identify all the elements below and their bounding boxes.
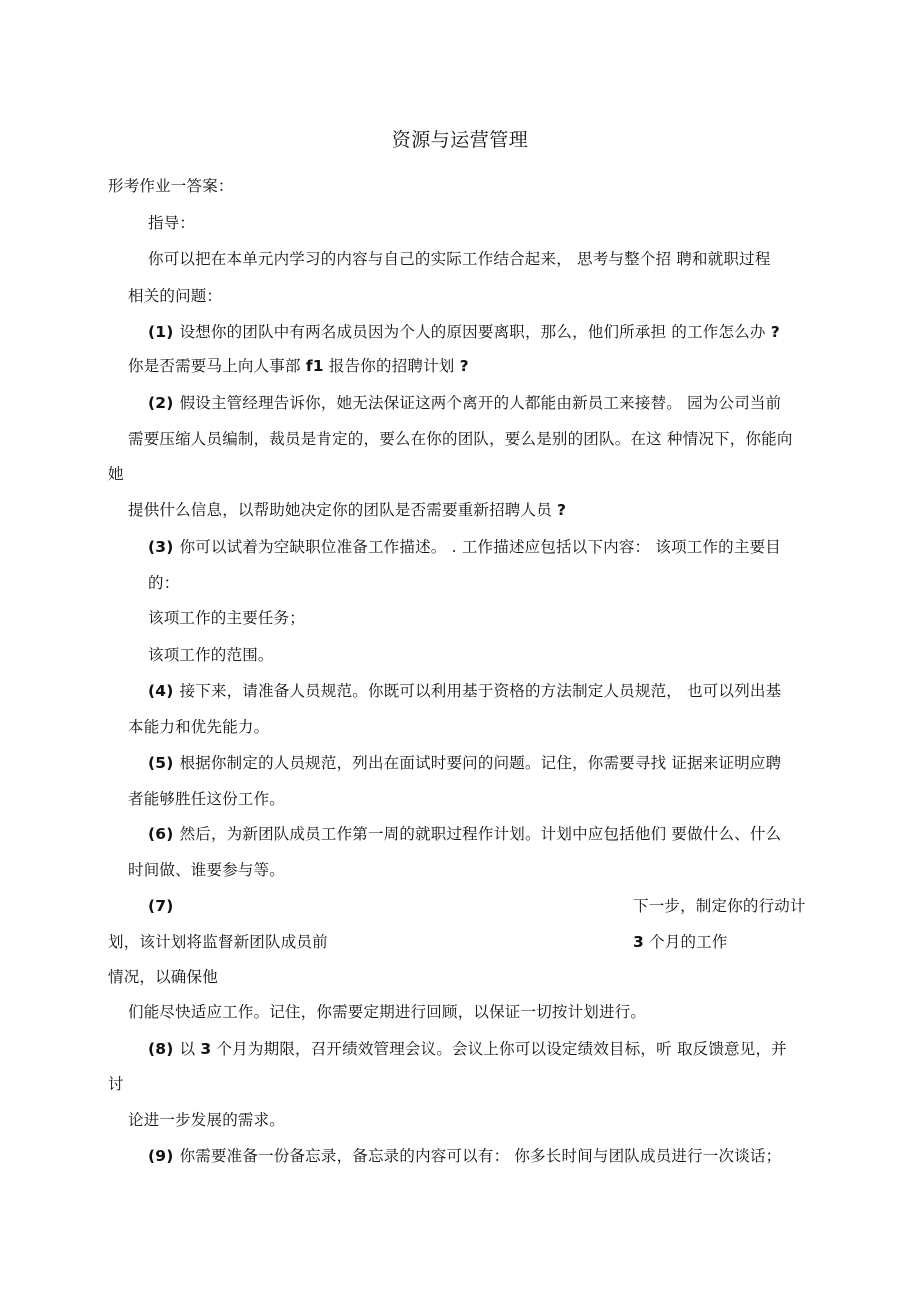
item-1-line-2 (128, 355, 469, 377)
item-6-line-2: 时间做、谁要参与等。 (128, 861, 286, 879)
item-9-line-1 (148, 1145, 781, 1167)
item-3-text: 你可以试着为空缺职位准备工作描述。 . 工作描述应包括以下内容： 该项工作的主要目 (179, 538, 781, 556)
item-1-text: 设想你的团队中有两名成员因为个人的原因要离职，那么，他们所承担 的工作怎么办 (179, 323, 766, 341)
item-3-number: (3) (148, 538, 174, 556)
item-5-line-1 (148, 752, 781, 774)
item-1-line-2-c: 报告你的招聘计划 (323, 357, 455, 375)
intro-line-2: 相关的问题： (128, 287, 223, 305)
item-8-line-1 (148, 1038, 787, 1060)
item-7-number: (7) (148, 897, 174, 915)
guide-label: 指导： (148, 214, 196, 232)
item-7-line-2-number: 3 (633, 933, 644, 951)
item-1-line-2-b: f1 (305, 357, 324, 375)
item-6-text: 然后，为新团队成员工作第一周的就职过程作计划。计划中应包括他们 要做什么、什么 (179, 825, 782, 843)
item-3-line-3: 该项工作的主要任务； (148, 609, 306, 627)
item-7-line-2-left: 划，该计划将监督新团队成员前 (108, 933, 328, 951)
item-7-line-2-right (633, 931, 728, 953)
item-7-line-4: 们能尽快适应工作。记住，你需要定期进行回顾，以保证一切按计划进行。 (128, 1003, 647, 1021)
item-1-line-2-a: 你是否需要马上向人事部 (128, 357, 306, 375)
item-8-line-1-b: 3 (200, 1040, 212, 1058)
item-1-line-1 (148, 321, 780, 343)
item-7-number-line (148, 895, 174, 917)
document-subtitle: 形考作业一答案： (108, 177, 234, 195)
item-8-line-3: 论进一步发展的需求。 (128, 1111, 286, 1129)
item-3-line-4: 该项工作的范围。 (148, 646, 274, 664)
item-2-line-4 (128, 499, 566, 521)
item-5-line-2: 者能够胜任这份工作。 (128, 790, 286, 808)
item-1-number: (1) (148, 323, 174, 341)
item-2-line-4-text: 提供什么信息，以帮助她决定你的团队是否需要重新招聘人员 (128, 501, 552, 519)
item-3-line-2: 的： (148, 574, 180, 592)
item-7-line-1-right: 下一步，制定你的行动计 (633, 897, 806, 915)
item-5-number: (5) (148, 754, 174, 772)
item-2-line-2: 需要压缩人员编制，裁员是肯定的，要么在你的团队，要么是别的团队。在这 种情况下，你能向 (128, 430, 793, 448)
item-4-line-1 (148, 680, 781, 702)
item-9-text: 你需要准备一份备忘录，备忘录的内容可以有： 你多长时间与团队成员进行一次谈话； (179, 1147, 782, 1165)
item-8-line-1-c: 个月为期限，召开绩效管理会议。会议上你可以设定绩效目标，听 取反馈意见，并 (211, 1040, 787, 1058)
item-6-line-1 (148, 823, 781, 845)
item-2-number: (2) (148, 394, 174, 412)
item-4-number: (4) (148, 682, 174, 700)
item-3-line-1 (148, 536, 781, 558)
item-5-text: 根据你制定的人员规范，列出在面试时要问的问题。记住，你需要寻找 证据来证明应聘 (179, 754, 782, 772)
item-1-line-2-mark: ? (459, 357, 469, 375)
document-title: 资源与运营管理 (391, 129, 529, 151)
item-9-number: (9) (148, 1147, 174, 1165)
item-8-number: (8) (148, 1040, 174, 1058)
item-2-line-4-mark: ? (557, 501, 567, 519)
item-4-text: 接下来，请准备人员规范。你既可以利用基于资格的方法制定人员规范， 也可以列出基 (179, 682, 782, 700)
item-8-line-1-a: 以 (179, 1040, 201, 1058)
item-7-line-3: 情况，以确保他 (108, 968, 218, 986)
item-1-mark: ? (770, 323, 780, 341)
item-4-line-2: 本能力和优先能力。 (128, 718, 270, 736)
item-2-line-3: 她 (108, 465, 124, 483)
item-6-number: (6) (148, 825, 174, 843)
item-2-text: 假设主管经理告诉你，她无法保证这两个离开的人都能由新员工来接替。 园为公司当前 (179, 394, 782, 412)
intro-line-1: 你可以把在本单元内学习的内容与自己的实际工作结合起来， 思考与整个招 聘和就职过程 (148, 250, 771, 268)
item-8-line-2: 讨 (108, 1075, 124, 1093)
item-2-line-1 (148, 392, 781, 414)
item-7-line-2-text: 个月的工作 (644, 933, 728, 951)
